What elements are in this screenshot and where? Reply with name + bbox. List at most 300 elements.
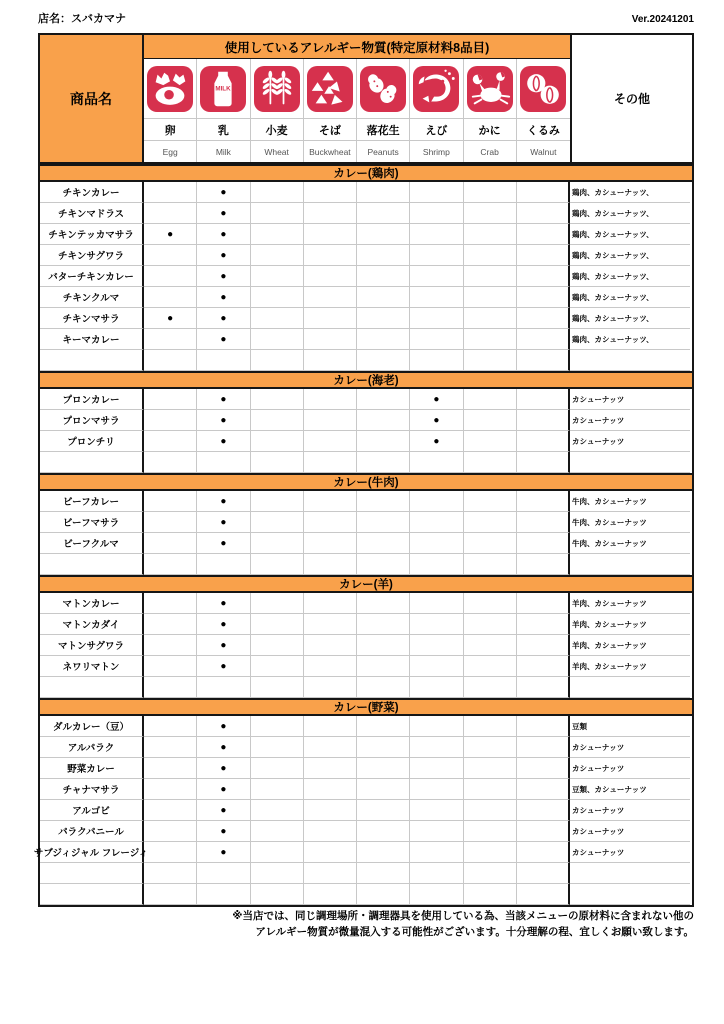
other-allergen-cell: カシューナッツ: [570, 389, 690, 410]
allergen-mark-cell: [304, 821, 357, 842]
allergen-mark-cell: [464, 842, 517, 863]
other-allergen-cell: カシューナッツ: [570, 842, 690, 863]
table-row: [40, 554, 692, 575]
allergen-mark-cell: [144, 677, 197, 698]
allergen-mark-cell: [517, 533, 570, 554]
allergen-mark-cell: ●: [197, 821, 250, 842]
product-name: [40, 554, 144, 575]
allergen-mark-cell: ●: [410, 389, 463, 410]
allergen-mark-cell: [464, 677, 517, 698]
product-column-header: 商品名: [40, 35, 144, 162]
allergen-mark-cell: [251, 656, 304, 677]
allergen-jp-label: かに: [464, 119, 517, 140]
allergen-mark-cell: [517, 245, 570, 266]
allergen-mark-cell: [410, 350, 463, 371]
allergen-icon-row: [144, 59, 570, 119]
allergen-mark-cell: [357, 203, 410, 224]
allergen-mark-cell: [357, 350, 410, 371]
product-name: マトンカダイ: [40, 614, 144, 635]
other-allergen-cell: 羊肉、カシューナッツ: [570, 635, 690, 656]
allergen-mark-cell: [517, 614, 570, 635]
allergen-mark-cell: [410, 635, 463, 656]
table-row: [40, 203, 692, 224]
allergen-mark-cell: [410, 329, 463, 350]
top-bar: [38, 10, 694, 26]
allergen-jp-label: 落花生: [357, 119, 410, 140]
allergen-mark-cell: [517, 677, 570, 698]
allergen-mark-cell: [304, 350, 357, 371]
product-name: アルゴビ: [40, 800, 144, 821]
product-name: チャナマサラ: [40, 779, 144, 800]
store-name: 店名：スバカマナ: [38, 13, 126, 25]
allergen-en-row: [144, 141, 570, 162]
allergen-mark-cell: [464, 245, 517, 266]
allergen-mark-cell: [304, 863, 357, 884]
allergen-jp-label: えび: [410, 119, 463, 140]
table-row: [40, 800, 692, 821]
allergen-mark-cell: [410, 224, 463, 245]
product-name: キーマカレー: [40, 329, 144, 350]
allergen-mark-cell: [144, 821, 197, 842]
allergen-mark-cell: [517, 491, 570, 512]
table-row: [40, 287, 692, 308]
allergen-mark-cell: [410, 554, 463, 575]
allergen-mark-cell: [251, 266, 304, 287]
other-allergen-cell: 羊肉、カシューナッツ: [570, 593, 690, 614]
footer-note-line2: アレルギー物質が微量混入する可能性がございます。十分理解の程、宜しくお願い致します。: [255, 926, 694, 939]
table-row: [40, 329, 692, 350]
allergen-mark-cell: [464, 884, 517, 905]
allergen-mark-cell: [304, 533, 357, 554]
table-row: [40, 716, 692, 737]
allergen-mark-cell: [464, 779, 517, 800]
allergen-jp-label: 乳: [197, 119, 250, 140]
allergen-mark-cell: [251, 533, 304, 554]
allergen-mark-cell: [464, 737, 517, 758]
table-row: [40, 635, 692, 656]
allergen-mark-cell: [304, 287, 357, 308]
allergen-mark-cell: [517, 593, 570, 614]
allergen-mark-cell: [144, 656, 197, 677]
allergen-mark-cell: ●: [144, 308, 197, 329]
allergen-mark-cell: [357, 554, 410, 575]
table-row: [40, 884, 692, 905]
allergen-mark-cell: [464, 635, 517, 656]
allergen-mark-cell: [251, 758, 304, 779]
allergen-mark-cell: [464, 350, 517, 371]
allergen-mark-cell: [197, 677, 250, 698]
allergen-mark-cell: [304, 842, 357, 863]
table-row: [40, 431, 692, 452]
allergen-icon-cell: [464, 59, 517, 118]
allergen-mark-cell: [410, 593, 463, 614]
allergen-mark-cell: [304, 389, 357, 410]
allergen-jp-label: くるみ: [526, 124, 560, 137]
allergen-en-label: Shrimp: [410, 141, 463, 162]
table-row: [40, 491, 692, 512]
product-name: チキンクルマ: [40, 287, 144, 308]
other-allergen-cell: 羊肉、カシューナッツ: [570, 656, 690, 677]
allergen-mark-cell: [144, 431, 197, 452]
table-row: [40, 512, 692, 533]
allergen-mark-cell: ●: [197, 203, 250, 224]
allergen-mark-cell: [251, 614, 304, 635]
allergen-mark-cell: ●: [410, 410, 463, 431]
allergen-mark-cell: [410, 737, 463, 758]
allergen-mark-cell: [304, 266, 357, 287]
allergen-mark-cell: [517, 863, 570, 884]
allergen-mark-cell: [197, 863, 250, 884]
allergen-mark-cell: [251, 737, 304, 758]
allergen-mark-cell: [464, 389, 517, 410]
allergen-mark-cell: ●: [197, 737, 250, 758]
allergen-mark-cell: [251, 308, 304, 329]
allergen-mark-cell: [517, 389, 570, 410]
other-allergen-cell: 豆類、カシューナッツ: [570, 779, 690, 800]
allergen-en-label: Wheat: [251, 141, 304, 162]
allergen-mark-cell: [464, 410, 517, 431]
wheat-icon: [254, 66, 300, 112]
other-allergen-cell: 鶏肉、カシューナッツ、: [570, 203, 690, 224]
allergen-mark-cell: [410, 266, 463, 287]
allergen-mark-cell: [357, 224, 410, 245]
table-row: [40, 758, 692, 779]
allergen-mark-cell: [410, 779, 463, 800]
allergen-mark-cell: [517, 203, 570, 224]
allergen-mark-cell: [357, 716, 410, 737]
allergen-mark-cell: [464, 554, 517, 575]
table-row: [40, 350, 692, 371]
allergen-mark-cell: ●: [197, 512, 250, 533]
allergen-mark-cell: [197, 884, 250, 905]
table-row: [40, 245, 692, 266]
allergen-mark-cell: [517, 716, 570, 737]
allergen-mark-cell: ●: [197, 389, 250, 410]
allergen-mark-cell: ●: [197, 245, 250, 266]
allergen-mark-cell: [357, 779, 410, 800]
table-row: [40, 308, 692, 329]
allergen-mark-cell: ●: [410, 431, 463, 452]
product-name: [40, 677, 144, 698]
section-header: カレー(牛肉): [40, 473, 692, 491]
allergen-mark-cell: [304, 677, 357, 698]
allergen-mark-cell: [410, 182, 463, 203]
allergen-mark-cell: [410, 842, 463, 863]
allergen-mark-cell: [197, 554, 250, 575]
product-name: チキンサグワラ: [40, 245, 144, 266]
other-allergen-cell: [570, 884, 690, 905]
footer-note-line1: ※当店では、同じ調理場所・調理器具を使用している為、当該メニューの原材料に含まれない他の: [232, 910, 694, 922]
table-row: [40, 737, 692, 758]
other-allergen-cell: [570, 350, 690, 371]
allergen-mark-cell: [464, 512, 517, 533]
section-header: カレー(鶏肉): [40, 164, 692, 182]
table-row: [40, 656, 692, 677]
allergen-mark-cell: ●: [197, 287, 250, 308]
allergen-mark-cell: [304, 329, 357, 350]
other-allergen-cell: [570, 863, 690, 884]
allergen-mark-cell: [251, 593, 304, 614]
allergen-mark-cell: [464, 863, 517, 884]
allergen-mark-cell: [304, 203, 357, 224]
section-header: カレー(羊): [40, 575, 692, 593]
allergen-title: 使用しているアレルギー物質(特定原材料8品目): [144, 35, 570, 59]
allergen-jp-label: 小麦: [251, 119, 304, 140]
allergen-mark-cell: [144, 779, 197, 800]
allergen-mark-cell: [517, 554, 570, 575]
product-name: 野菜カレー: [40, 758, 144, 779]
allergen-mark-cell: [304, 554, 357, 575]
allergen-mark-cell: [357, 635, 410, 656]
allergen-mark-cell: [144, 884, 197, 905]
allergen-mark-cell: [144, 842, 197, 863]
other-allergen-cell: 鶏肉、カシューナッツ、: [570, 245, 690, 266]
allergen-mark-cell: [304, 884, 357, 905]
product-name: チキンマサラ: [40, 308, 144, 329]
allergen-mark-cell: [144, 329, 197, 350]
allergen-mark-cell: [304, 308, 357, 329]
allergen-mark-cell: [517, 737, 570, 758]
allergen-mark-cell: [304, 779, 357, 800]
other-allergen-cell: 鶏肉、カシューナッツ、: [570, 329, 690, 350]
allergen-mark-cell: [464, 224, 517, 245]
allergen-icon-cell: [410, 59, 463, 118]
allergen-mark-cell: [517, 884, 570, 905]
allergen-mark-cell: [304, 491, 357, 512]
allergen-mark-cell: [464, 716, 517, 737]
allergen-mark-cell: [357, 452, 410, 473]
allergen-mark-cell: [357, 842, 410, 863]
allergen-mark-cell: ●: [197, 716, 250, 737]
table-row: [40, 677, 692, 698]
allergen-mark-cell: [251, 182, 304, 203]
table-row: [40, 614, 692, 635]
table-row: [40, 863, 692, 884]
allergen-mark-cell: [304, 512, 357, 533]
allergen-mark-cell: [357, 737, 410, 758]
other-allergen-cell: カシューナッツ: [570, 821, 690, 842]
svg-text:MILK: MILK: [215, 84, 231, 92]
allergen-mark-cell: [357, 677, 410, 698]
allergen-mark-cell: [144, 512, 197, 533]
product-name: [40, 884, 144, 905]
other-allergen-cell: 鶏肉、カシューナッツ、: [570, 308, 690, 329]
allergen-mark-cell: [517, 329, 570, 350]
allergen-header-block: [144, 35, 572, 162]
product-name: ダルカレー（豆）: [40, 716, 144, 737]
allergen-mark-cell: ●: [197, 224, 250, 245]
allergen-mark-cell: [144, 554, 197, 575]
other-allergen-cell: カシューナッツ: [570, 410, 690, 431]
allergen-en-label: Buckwheat: [304, 141, 357, 162]
allergen-mark-cell: [517, 512, 570, 533]
allergen-mark-cell: [251, 431, 304, 452]
allergen-mark-cell: [410, 491, 463, 512]
allergen-mark-cell: [357, 329, 410, 350]
allergen-mark-cell: [144, 635, 197, 656]
allergen-mark-cell: [517, 821, 570, 842]
table-row: [40, 821, 692, 842]
allergen-mark-cell: [410, 287, 463, 308]
allergen-mark-cell: [144, 410, 197, 431]
allergen-mark-cell: [304, 182, 357, 203]
allergen-mark-cell: [357, 614, 410, 635]
allergen-mark-cell: [357, 182, 410, 203]
table-body: [33, 164, 692, 905]
allergen-mark-cell: [464, 614, 517, 635]
crab-icon: [467, 66, 513, 112]
other-allergen-cell: [570, 452, 690, 473]
allergen-mark-cell: [144, 593, 197, 614]
allergen-mark-cell: [304, 716, 357, 737]
product-name: [40, 863, 144, 884]
allergen-mark-cell: [304, 800, 357, 821]
other-allergen-cell: カシューナッツ: [570, 737, 690, 758]
allergen-mark-cell: [357, 389, 410, 410]
allergen-mark-cell: [357, 800, 410, 821]
allergen-mark-cell: [464, 287, 517, 308]
table-row: [40, 779, 692, 800]
allergen-en-label: Crab: [464, 141, 517, 162]
allergen-mark-cell: [464, 452, 517, 473]
table-row: [40, 533, 692, 554]
other-allergen-cell: 牛肉、カシューナッツ: [570, 491, 690, 512]
allergen-mark-cell: [197, 350, 250, 371]
other-allergen-cell: [570, 677, 690, 698]
allergen-mark-cell: [464, 758, 517, 779]
allergen-mark-cell: [251, 224, 304, 245]
other-allergen-cell: 牛肉、カシューナッツ: [570, 512, 690, 533]
allergen-mark-cell: [410, 800, 463, 821]
allergen-mark-cell: [517, 266, 570, 287]
allergen-jp-label: そば: [304, 119, 357, 140]
product-name: マトンサグワラ: [40, 635, 144, 656]
product-name: マトンカレー: [40, 593, 144, 614]
allergen-mark-cell: [251, 800, 304, 821]
allergen-mark-cell: [357, 863, 410, 884]
allergen-en-label: Walnut: [530, 146, 557, 157]
allergen-mark-cell: [304, 635, 357, 656]
product-name: チキンマドラス: [40, 203, 144, 224]
other-allergen-cell: カシューナッツ: [570, 800, 690, 821]
allergen-mark-cell: ●: [197, 410, 250, 431]
allergen-mark-cell: [410, 863, 463, 884]
allergen-en-label: Peanuts: [357, 141, 410, 162]
allergen-mark-cell: [410, 884, 463, 905]
allergen-jp-label: 卵: [144, 119, 197, 140]
allergen-mark-cell: [464, 656, 517, 677]
table-row: [40, 593, 692, 614]
table-row: [40, 452, 692, 473]
allergen-mark-cell: [357, 593, 410, 614]
allergen-mark-cell: [251, 203, 304, 224]
product-name: ビーフクルマ: [40, 533, 144, 554]
section-header: カレー(海老): [40, 371, 692, 389]
allergen-mark-cell: [517, 758, 570, 779]
allergen-mark-cell: [251, 410, 304, 431]
product-name: プロンチリ: [40, 431, 144, 452]
allergen-mark-cell: ●: [197, 308, 250, 329]
product-name: バターチキンカレー: [40, 266, 144, 287]
shrimp-icon: [413, 66, 459, 112]
allergen-icon-cell: [304, 59, 357, 118]
allergen-mark-cell: [251, 329, 304, 350]
allergen-mark-cell: [517, 182, 570, 203]
allergen-mark-cell: [410, 716, 463, 737]
other-allergen-cell: 羊肉、カシューナッツ: [570, 614, 690, 635]
allergen-mark-cell: [144, 266, 197, 287]
allergen-mark-cell: [517, 635, 570, 656]
other-allergen-cell: 豆類: [570, 716, 690, 737]
allergen-mark-cell: [357, 245, 410, 266]
version-label: Ver.20241201: [631, 14, 694, 25]
allergen-mark-cell: [464, 533, 517, 554]
allergen-mark-cell: [304, 245, 357, 266]
allergen-mark-cell: [357, 821, 410, 842]
allergen-mark-cell: [304, 593, 357, 614]
allergen-mark-cell: [357, 884, 410, 905]
product-name: ビーフカレー: [40, 491, 144, 512]
allergen-mark-cell: [410, 614, 463, 635]
allergen-mark-cell: [517, 308, 570, 329]
allergen-mark-cell: [357, 308, 410, 329]
allergen-mark-cell: [144, 287, 197, 308]
allergen-mark-cell: [410, 203, 463, 224]
allergen-mark-cell: [144, 182, 197, 203]
allergen-mark-cell: [304, 758, 357, 779]
other-allergen-cell: 鶏肉、カシューナッツ、: [570, 182, 690, 203]
table-row: [40, 266, 692, 287]
allergen-mark-cell: [144, 758, 197, 779]
allergen-mark-cell: [251, 716, 304, 737]
allergen-mark-cell: ●: [197, 635, 250, 656]
allergen-mark-cell: [464, 308, 517, 329]
peanut-icon: [360, 66, 406, 112]
allergen-mark-cell: [410, 656, 463, 677]
allergen-mark-cell: [304, 431, 357, 452]
allergen-mark-cell: [357, 533, 410, 554]
product-name: ビーフマサラ: [40, 512, 144, 533]
allergen-mark-cell: ●: [197, 614, 250, 635]
allergen-mark-cell: [517, 779, 570, 800]
allergen-mark-cell: [144, 245, 197, 266]
allergen-mark-cell: ●: [197, 656, 250, 677]
allergen-mark-cell: [357, 287, 410, 308]
allergen-mark-cell: [304, 224, 357, 245]
allergen-mark-cell: [251, 245, 304, 266]
allergen-mark-cell: [251, 842, 304, 863]
other-allergen-cell: 鶏肉、カシューナッツ、: [570, 224, 690, 245]
allergen-mark-cell: [304, 656, 357, 677]
allergen-mark-cell: [251, 512, 304, 533]
allergen-mark-cell: [251, 779, 304, 800]
other-allergen-cell: 牛肉、カシューナッツ: [570, 533, 690, 554]
allergen-mark-cell: [410, 452, 463, 473]
allergen-mark-cell: ●: [144, 224, 197, 245]
allergen-mark-cell: [144, 533, 197, 554]
allergen-jp-row: [144, 119, 570, 141]
allergen-mark-cell: [357, 512, 410, 533]
allergen-icon-cell: [197, 59, 250, 118]
allergen-mark-cell: ●: [197, 842, 250, 863]
allergen-en-label: Egg: [144, 141, 197, 162]
product-name: サブジィジャル フレージィ: [40, 842, 144, 863]
allergen-mark-cell: ●: [197, 182, 250, 203]
allergen-icon-cell: [357, 59, 410, 118]
allergen-mark-cell: [410, 821, 463, 842]
allergen-table: [33, 33, 694, 907]
allergen-mark-cell: [464, 593, 517, 614]
